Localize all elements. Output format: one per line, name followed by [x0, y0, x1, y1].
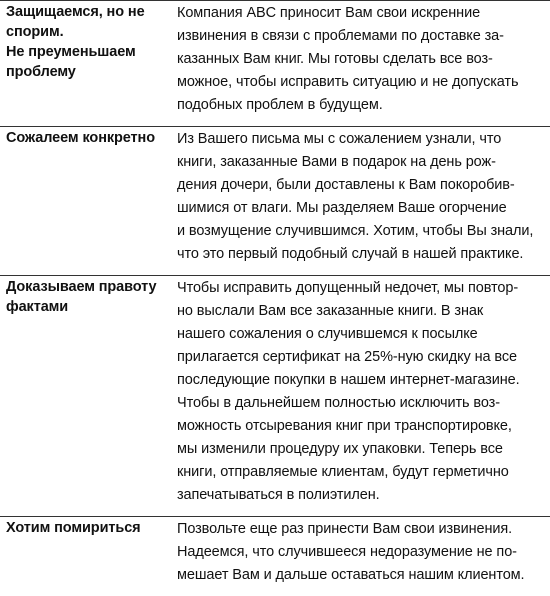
- body-line: мешает Вам и дальше оставаться нашим клиентом.: [177, 567, 525, 583]
- body-line: можность отсыревания книг при транспортировке,: [177, 418, 512, 434]
- body-line: Из Вашего письма мы с сожалением узнали, что: [177, 131, 502, 147]
- body-line: дения дочери, были доставлены к Вам покоробив-: [177, 177, 515, 193]
- body-line: прилагается сертификат на 25%-ную скидку на все: [177, 349, 517, 365]
- body-line: последующие покупки в нашем интернет-магазине.: [177, 372, 520, 388]
- body-line: книги, отправляемые клиентам, будут герметично: [177, 464, 509, 480]
- body-line: извинения в связи с проблемами по доставке за-: [177, 28, 504, 44]
- table-row: [0, 1, 550, 127]
- heading-line: Хотим помириться: [6, 520, 141, 536]
- heading-line: Защищаемся, но не: [6, 4, 145, 20]
- body-line: Чтобы исправить допущенный недочет, мы повтор-: [177, 280, 519, 296]
- heading-line: Не преуменьшаем: [6, 44, 136, 60]
- body-line: что это первый подобный случай в нашей практике.: [177, 246, 524, 262]
- row-heading: [0, 127, 171, 275]
- body-line: казанных Вам книг. Мы готовы сделать все воз-: [177, 51, 493, 67]
- body-line: шимися от влаги. Мы разделяем Ваше огорчение: [177, 200, 507, 216]
- heading-line: Доказываем правоту: [6, 279, 157, 295]
- body-line: но выслали Вам все заказанные книги. В знак: [177, 303, 484, 319]
- heading-line: фактами: [6, 299, 69, 315]
- row-heading: [0, 1, 171, 126]
- row-heading: [0, 276, 171, 516]
- table-row: [0, 127, 550, 276]
- body-line: Чтобы в дальнейшем полностью исключить воз-: [177, 395, 500, 411]
- body-line: Позвольте еще раз принести Вам свои извинения.: [177, 521, 513, 537]
- body-line: Компания ABC приносит Вам свои искренние: [177, 5, 481, 21]
- heading-line: проблему: [6, 64, 76, 80]
- body-line: можное, чтобы исправить ситуацию и не допускать: [177, 74, 519, 90]
- body-line: нашего сожаления о случившемся к посылке: [177, 326, 478, 342]
- heading-line: спорим.: [6, 24, 64, 40]
- row-body: [171, 276, 550, 516]
- row-body: [171, 1, 550, 126]
- table-row: [0, 276, 550, 517]
- body-line: книги, заказанные Вами в подарок на день рож-: [177, 154, 496, 170]
- body-line: мы изменили процедуру их упаковки. Теперь все: [177, 441, 503, 457]
- row-body: [171, 127, 550, 275]
- body-line: и возмущение случившимся. Хотим, чтобы Вы знали,: [177, 223, 534, 239]
- body-line: подобных проблем в будущем.: [177, 97, 383, 113]
- heading-line: Сожалеем конкретно: [6, 130, 155, 146]
- body-line: запечатываться в полиэтилен.: [177, 487, 380, 503]
- body-line: Надеемся, что случившееся недоразумение не по-: [177, 544, 517, 560]
